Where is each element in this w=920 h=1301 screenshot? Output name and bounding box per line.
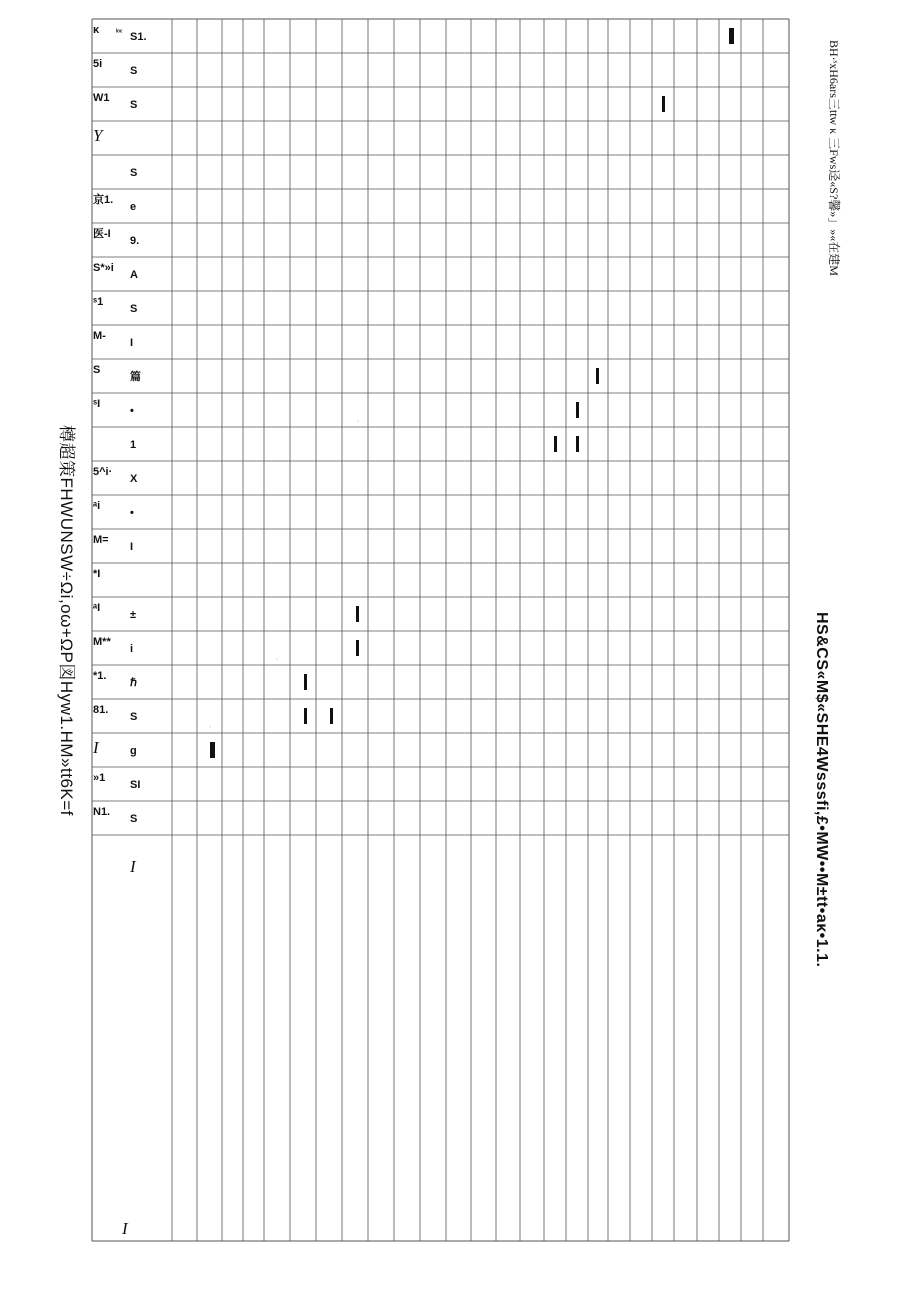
row-label-type: X	[130, 473, 138, 485]
gantt-bar	[596, 368, 599, 384]
row-label-code: ᵃI	[93, 602, 101, 614]
row-label-type: 1	[130, 439, 137, 451]
footer-mark-1: I	[130, 857, 136, 876]
gantt-bar	[576, 436, 579, 452]
row-label-type: ℏ	[130, 677, 137, 689]
row-label-code: *I	[93, 568, 101, 580]
row-label-type: S	[130, 711, 138, 723]
row-label-code: ᵃi	[93, 500, 101, 512]
row-label-code: W1	[93, 92, 110, 104]
row-label-code: M=	[93, 534, 109, 546]
right-title: HS&CS«M$«SHE4Wsssfi,£•MW••M±tt•aκ•1.1.	[813, 612, 830, 968]
row-label-type: A	[130, 269, 138, 281]
gantt-bar	[210, 742, 215, 758]
row-label-code: N1.	[93, 806, 111, 818]
row-label-code: ˢ1	[93, 296, 104, 308]
row-label-code: Y	[93, 126, 103, 145]
row-label-code: 81.	[93, 704, 109, 716]
row-label-type: S	[130, 167, 138, 179]
row-label-code: I	[93, 738, 99, 757]
row-label-type: •	[130, 507, 134, 519]
row-label-code: S	[93, 364, 101, 376]
row-label-type: •	[130, 405, 134, 417]
row-label-code: S*»i	[93, 262, 114, 274]
row-label-code: ˢI	[93, 398, 101, 410]
row-label-type: 9.	[130, 235, 140, 247]
row-label-type: 篇	[130, 371, 141, 383]
gantt-bar	[356, 606, 359, 622]
row-label-type: I	[130, 541, 134, 553]
gantt-bar	[662, 96, 665, 112]
gantt-bar	[356, 640, 359, 656]
row-label-sup: ˡᵒᶜ	[116, 29, 123, 36]
gantt-bar	[304, 674, 307, 690]
tiny-mark-2: ˈ	[276, 659, 278, 665]
left-title: 樽超策FHWUNSW÷Ωi,oω+ΩP図Hyw1.HM»tt6K=f	[57, 425, 76, 816]
row-label-type: ±	[130, 609, 137, 621]
row-label-type: S1.	[130, 31, 147, 43]
row-label-code: »1	[93, 772, 106, 784]
right-subtitle: BH·ˢxH6ars三ttw κ 三Fws迳«S?馨»」»«在建M	[827, 40, 841, 276]
row-label-code: 5^i·	[93, 466, 113, 478]
row-label-code: *1.	[93, 670, 107, 682]
gantt-bar	[304, 708, 307, 724]
row-label-type: e	[130, 201, 137, 213]
row-label-type: S	[130, 813, 138, 825]
row-label-code: M**	[93, 636, 111, 648]
row-label-type: S	[130, 65, 138, 77]
row-label-code: κ	[93, 24, 100, 36]
row-label-code: 京1.	[93, 194, 114, 206]
row-label-type: g	[130, 745, 137, 757]
row-label-type: I	[130, 337, 134, 349]
row-label-type: i	[130, 643, 134, 655]
gantt-bar	[554, 436, 557, 452]
footer-mark-2: I	[122, 1219, 128, 1238]
row-label-type: S	[130, 303, 138, 315]
gantt-bar	[576, 402, 579, 418]
gantt-bar	[330, 708, 333, 724]
gantt-bar	[729, 28, 734, 44]
tiny-mark-3: ˈ	[209, 727, 211, 733]
row-label-code: 5i	[93, 58, 103, 70]
row-label-code: M-	[93, 330, 106, 342]
tiny-mark-1: ˈ	[357, 421, 359, 427]
row-label-type: S	[130, 99, 138, 111]
row-label-code: 医-I	[93, 228, 111, 240]
row-label-type: SI	[130, 779, 141, 791]
